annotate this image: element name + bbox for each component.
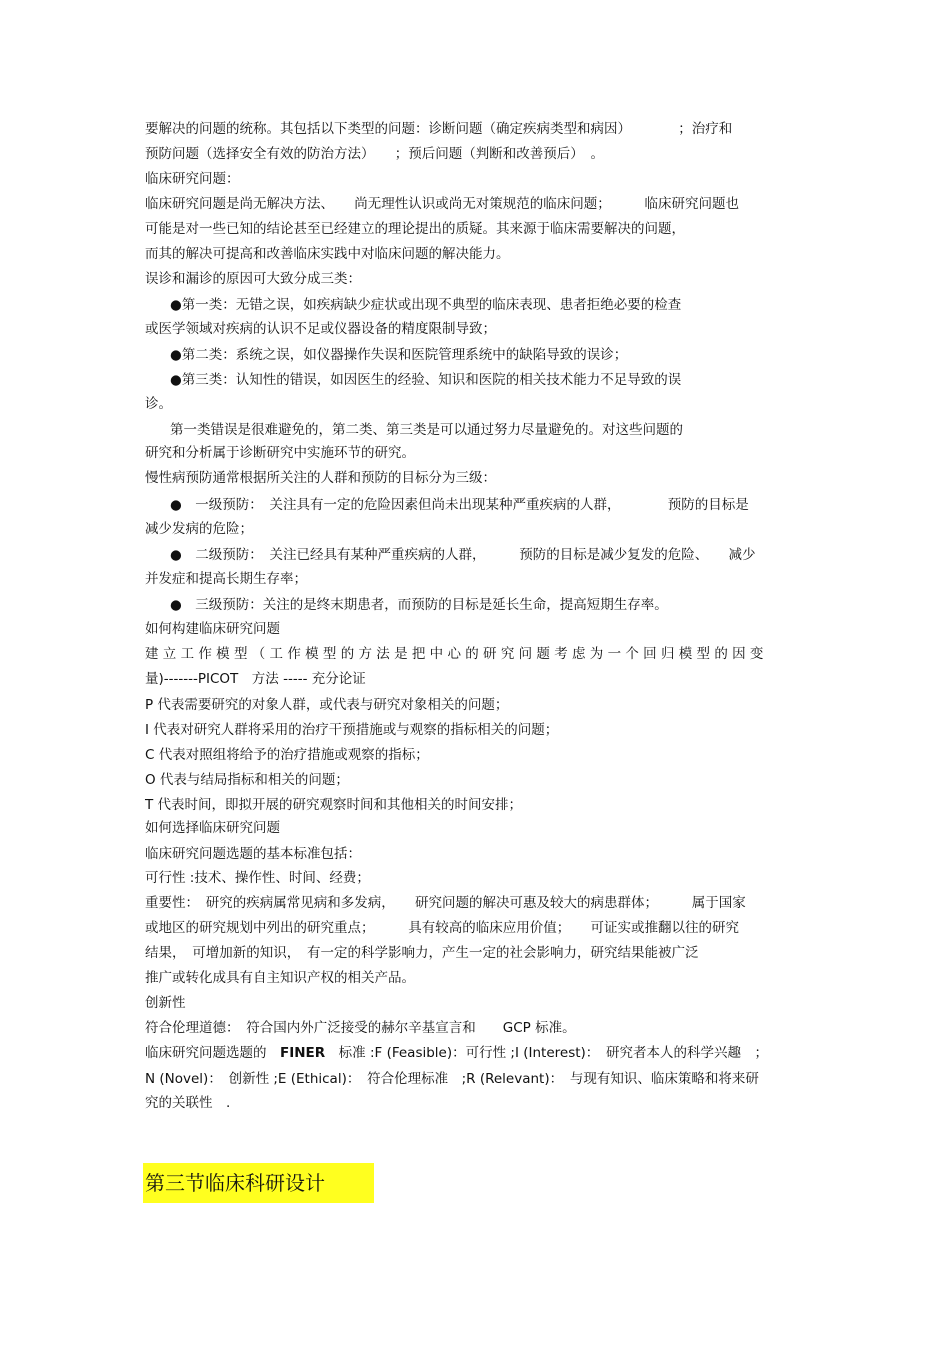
section-heading: 第三节临床科研设计: [143, 1163, 374, 1203]
text-line: 临床研究问题：: [145, 171, 240, 187]
text-line: 究的关联性 .: [145, 1095, 231, 1111]
text-line: 临床研究问题选题的基本标准包括：: [145, 846, 361, 862]
text-line: T 代表时间，即拟开展的研究观察时间和其他相关的时间安排；: [145, 797, 523, 813]
text-line: 可能是对一些已知的结论甚至已经建立的理论提出的质疑。其来源于临床需要解决的问题，: [145, 221, 685, 237]
text-line: 重要性： 研究的疾病属常见病和多发病， 研究问题的解决可惠及较大的病患群体； 属于国家: [145, 895, 746, 911]
bullet-item: ●第一类：无错之误，如疾病缺少症状或出现不典型的临床表现、患者拒绝必要的检查: [170, 297, 682, 313]
text-line: 符合伦理道德： 符合国内外广泛接受的赫尔辛基宣言和 GCP 标准。: [145, 1020, 576, 1036]
text-line: 并发症和提高长期生存率；: [145, 571, 307, 587]
bullet-item: ●第二类：系统之误，如仪器操作失误和医院管理系统中的缺陷导致的误诊；: [170, 347, 628, 363]
text-line: 临床研究问题是尚无解决方法、 尚无理性认识或尚无对策规范的临床问题； 临床研究问题也: [145, 196, 739, 212]
text-line: N (Novel)： 创新性 ;E (Ethical)： 符合伦理标准 ;R (Relevant)： 与现有知识、临床策略和将来研: [145, 1071, 759, 1087]
bullet-item: ● 一级预防： 关注具有一定的危险因素但尚未出现某种严重疾病的人群， 预防的目标是: [170, 497, 749, 513]
text-line: P 代表需要研究的对象人群，或代表与研究对象相关的问题；: [145, 697, 509, 713]
bullet-item: ● 三级预防：关注的是终末期患者，而预防的目标是延长生命，提高短期生存率。: [170, 597, 668, 613]
text-line: 减少发病的危险；: [145, 521, 253, 537]
text-line: 或地区的研究规划中列出的研究重点； 具有较高的临床应用价值； 可证实或推翻以往的研究: [145, 920, 739, 936]
bullet-item: ●第三类：认知性的错误，如因医生的经验、知识和医院的相关技术能力不足导致的误: [170, 372, 682, 388]
bullet-item: ● 二级预防： 关注已经具有某种严重疾病的人群， 预防的目标是减少复发的危险、 减少: [170, 547, 756, 563]
text-line: 如何构建临床研究问题: [145, 621, 280, 637]
text-line: 研究和分析属于诊断研究中实施环节的研究。: [145, 445, 415, 461]
text-line: 诊。: [145, 396, 172, 412]
text-run: 临床研究问题选题的: [145, 1045, 280, 1061]
text-line: 可行性 :技术、操作性、时间、经费；: [145, 870, 370, 886]
text-line: [145, 1044, 768, 1062]
text-line: 如何选择临床研究问题: [145, 820, 280, 836]
text-line: 而其的解决可提高和改善临床实践中对临床问题的解决能力。: [145, 246, 510, 262]
text-line: O 代表与结局指标和相关的问题；: [145, 772, 349, 788]
text-line: 预防问题（选择安全有效的防治方法） ；预后问题（判断和改善预后） 。: [145, 146, 604, 162]
text-line: 或医学领域对疾病的认识不足或仪器设备的精度限制导致；: [145, 321, 496, 337]
text-line: 建 立 工 作 模 型 （ 工 作 模 型 的 方 法 是 把 中 心 的 研 究 问 题 考 虑 为 一 个 回 归 模 型 的 因 变: [145, 646, 764, 662]
text-line: C 代表对照组将给予的治疗措施或观察的指标；: [145, 747, 429, 763]
text-line: 要解决的问题的统称。其包括以下类型的问题：诊断问题（确定疾病类型和病因） ；治疗和: [145, 121, 733, 137]
text-line: 创新性: [145, 995, 186, 1011]
text-line: 误诊和漏诊的原因可大致分成三类：: [145, 271, 361, 287]
text-run: 标准 :F (Feasible)：可行性 ;I (Interest)： 研究者本人的科学兴趣 ；: [325, 1045, 769, 1061]
text-line: 推广或转化成具有自主知识产权的相关产品。: [145, 970, 415, 986]
text-line: 第一类错误是很难避免的，第二类、第三类是可以通过努力尽量避免的。对这些问题的: [170, 422, 683, 438]
text-line: 量)-------PICOT 方法 ----- 充分论证: [145, 671, 366, 687]
finer-term: FINER: [280, 1045, 326, 1061]
text-line: I 代表对研究人群将采用的治疗干预措施或与观察的指标相关的问题；: [145, 722, 559, 738]
text-line: 慢性病预防通常根据所关注的人群和预防的目标分为三级：: [145, 470, 496, 486]
text-line: 结果， 可增加新的知识， 有一定的科学影响力，产生一定的社会影响力，研究结果能被广泛: [145, 945, 699, 961]
